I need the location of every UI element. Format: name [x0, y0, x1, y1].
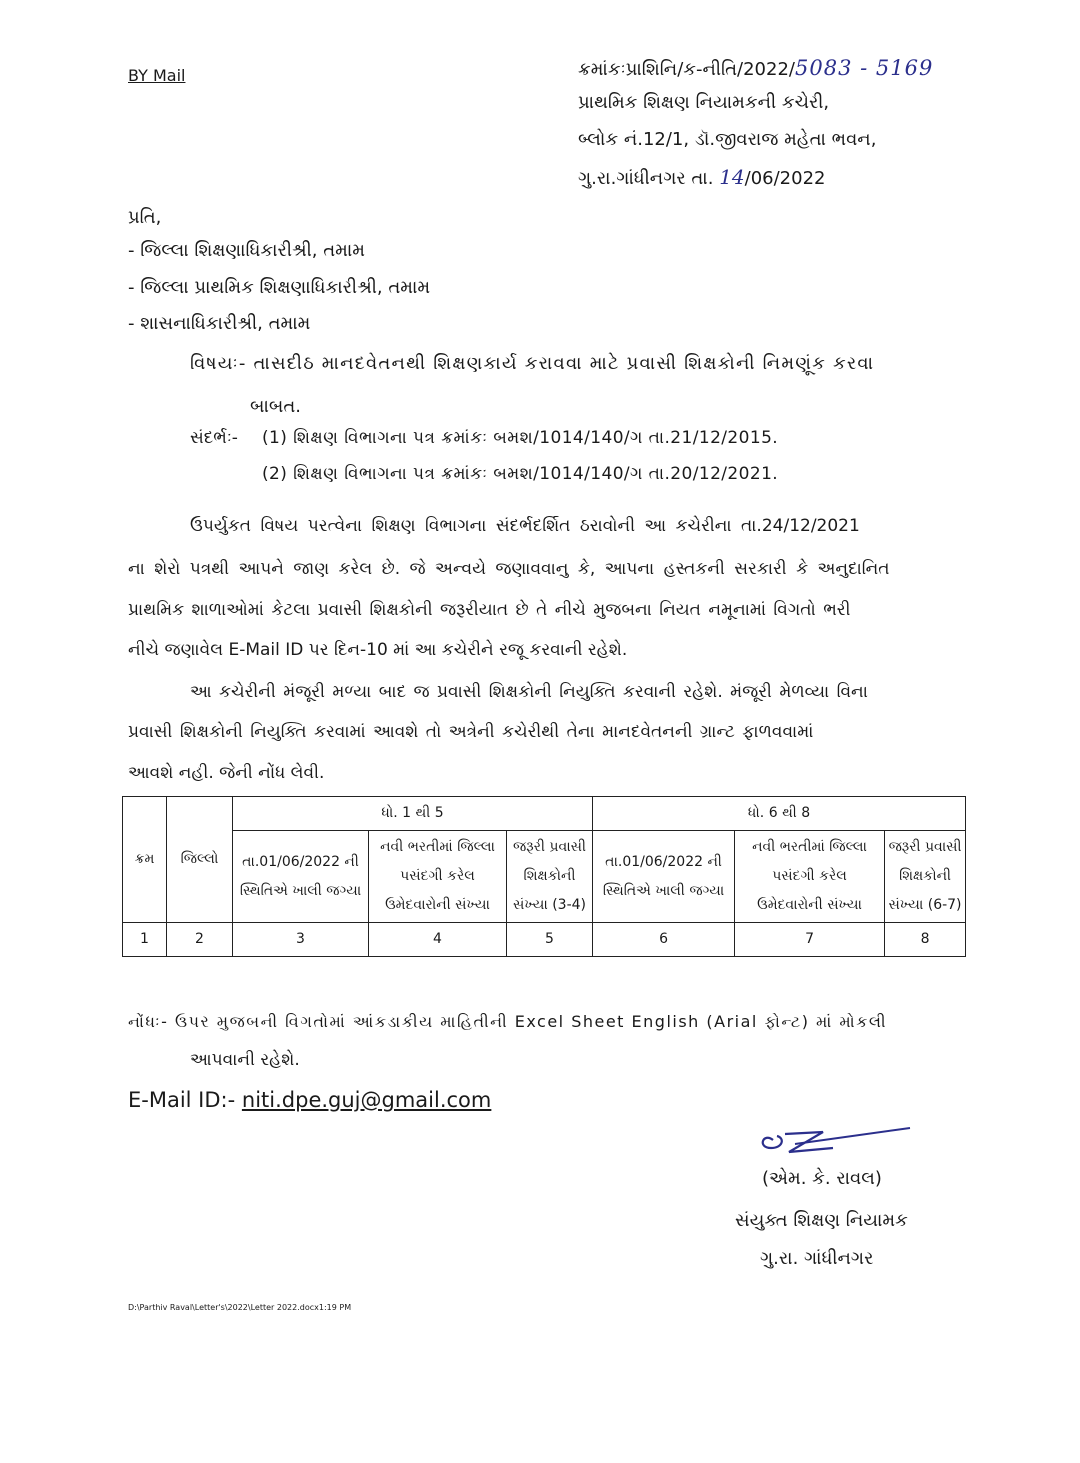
- reference-1: (1) શિક્ષણ વિભાગના પત્ર ક્રમાંકઃ બમશ/1014/140/ગ તા.21/12/2015.: [262, 428, 779, 448]
- by-mail-label: BY Mail: [128, 66, 186, 85]
- to-label: પ્રતિ,: [128, 207, 162, 228]
- col-number-5: 5: [507, 923, 593, 957]
- date-handwritten: 14: [719, 165, 745, 189]
- references-label: સંદર્ભઃ-: [190, 428, 238, 448]
- col-number-7: 7: [735, 923, 885, 957]
- reference-handwritten: 5083 - 5169: [794, 56, 934, 80]
- recipient-2: - જિલ્લા પ્રાથમિક શિક્ષણાધિકારીશ્રી, તમામ: [128, 277, 431, 298]
- paragraph-1-line-4: નીચે જણાવેલ E-Mail ID પર દિન-10 માં આ કચેરીને રજૂ કરવાની રહેશે.: [128, 640, 628, 660]
- signatory-place: ગુ.રા. ગાંધીનગર: [760, 1248, 874, 1269]
- header-group-1-5: ધો. 1 થી 5: [233, 797, 593, 831]
- header-serial: ક્રમ: [123, 797, 167, 923]
- col-number-1: 1: [123, 923, 167, 957]
- header-required-g1: જરૂરી પ્રવાસી શિક્ષકોની સંખ્યા (3-4): [507, 831, 593, 923]
- header-recruited-g1: નવી ભરતીમાં જિલ્લા પસંદગી કરેલ ઉમેદવારોની સંખ્યા: [369, 831, 507, 923]
- paragraph-1-line-3: પ્રાથમિક શાળાઓમાં કેટલા પ્રવાસી શિક્ષકોની જરૂરીયાત છે તે નીચે મુજબના નિયત નમૂનામાં વિગતો ભરી: [128, 600, 851, 620]
- subject-continuation: બાબત.: [250, 396, 301, 417]
- col-number-8: 8: [885, 923, 966, 957]
- office-name: પ્રાથમિક શિક્ષણ નિયામકની કચેરી,: [578, 92, 830, 113]
- header-required-g2: જરૂરી પ્રવાસી શિક્ષકોની સંખ્યા (6-7): [885, 831, 966, 923]
- paragraph-2-line-1: આ કચેરીની મંજૂરી મળ્યા બાદ જ પ્રવાસી શિક્ષકોની નિયુક્તિ કરવાની રહેશે. મંજૂરી મેળવ્યા વિના: [190, 682, 868, 702]
- date-suffix: /06/2022: [744, 168, 826, 189]
- table-number-row: [123, 923, 966, 957]
- table-header-row-2: [123, 831, 966, 923]
- recipient-3: - શાસનાધિકારીશ્રી, તમામ: [128, 313, 311, 334]
- header-group-6-8: ધો. 6 થી 8: [593, 797, 966, 831]
- subject-line: વિષયઃ- તાસદીઠ માનદવેતનથી શિક્ષણકાર્ય કરાવવા માટે પ્રવાસી શિક્ષકોની નિમણૂંક કરવા: [190, 353, 875, 374]
- header-recruited-g2: નવી ભરતીમાં જિલ્લા પસંદગી કરેલ ઉમેદવારોની સંખ્યા: [735, 831, 885, 923]
- file-path-footer: D:\Parthiv Raval\Letter's\2022\Letter 2022.docx1:19 PM: [128, 1303, 352, 1312]
- header-vacant-g1: તા.01/06/2022 ની સ્થિતિએ ખાલી જગ્યા: [233, 831, 369, 923]
- table-header-row-1: [123, 797, 966, 831]
- paragraph-1-line-2: ના શેરો પત્રથી આપને જાણ કરેલ છે. જે અન્વયે જણાવવાનુ કે, આપના હસ્તકની સરકારી કે અનુદાનિત: [128, 559, 890, 579]
- signature-icon: [755, 1118, 925, 1166]
- email-address-link[interactable]: niti.dpe.guj@gmail.com: [241, 1088, 492, 1112]
- email-label: E-Mail ID:-: [128, 1088, 236, 1112]
- paragraph-2-line-3: આવશે નહી. જેની નોંધ લેવી.: [128, 763, 325, 783]
- recipient-1: - જિલ્લા શિક્ષણાધિકારીશ્રી, તમામ: [128, 240, 365, 261]
- office-address: બ્લોક નં.12/1, ડૉ.જીવરાજ મહેતા ભવન,: [578, 129, 877, 150]
- reference-number: [578, 56, 933, 80]
- header-vacant-g2: તા.01/06/2022 ની સ્થિતિએ ખાલી જગ્યા: [593, 831, 735, 923]
- note-line-1: નોંધઃ- ઉપર મુજબની વિગતોમાં આંકડાકીય માહિતીની Excel Sheet English (Arial ફોન્ટ) માં મોકલી: [128, 1012, 888, 1031]
- paragraph-1-line-1: ઉપર્યુકત વિષય પરત્વેના શિક્ષણ વિભાગના સંદર્ભદર્શિત ઠરાવોની આ કચેરીના તા.24/12/2021: [190, 516, 860, 536]
- office-city: ગુ.રા.ગાંધીનગર તા.: [578, 168, 714, 189]
- col-number-3: 3: [233, 923, 369, 957]
- note-line-2: આપવાની રહેશે.: [190, 1050, 300, 1070]
- paragraph-2-line-2: પ્રવાસી શિક્ષકોની નિયુક્તિ કરવામાં આવશે તો અત્રેની કચેરીથી તેના માનદવેતનની ગ્રાન્ટ ફાળવવામાં: [128, 722, 814, 742]
- col-number-4: 4: [369, 923, 507, 957]
- reference-2: (2) શિક્ષણ વિભાગના પત્ર ક્રમાંકઃ બમશ/1014/140/ગ તા.20/12/2021.: [262, 464, 779, 484]
- office-date-line: [578, 165, 825, 189]
- col-number-2: 2: [167, 923, 233, 957]
- signatory-designation: સંયુક્ત શિક્ષણ નિયામક: [735, 1210, 908, 1231]
- reference-prefix: ક્રમાંકઃપ્રાશિનિ/ક-નીતિ/2022/: [578, 59, 795, 80]
- header-district: જિલ્લો: [167, 797, 233, 923]
- requirement-table: [122, 796, 966, 957]
- signatory-name: (એમ. કે. રાવલ): [762, 1168, 882, 1189]
- col-number-6: 6: [593, 923, 735, 957]
- email-row: [128, 1088, 491, 1112]
